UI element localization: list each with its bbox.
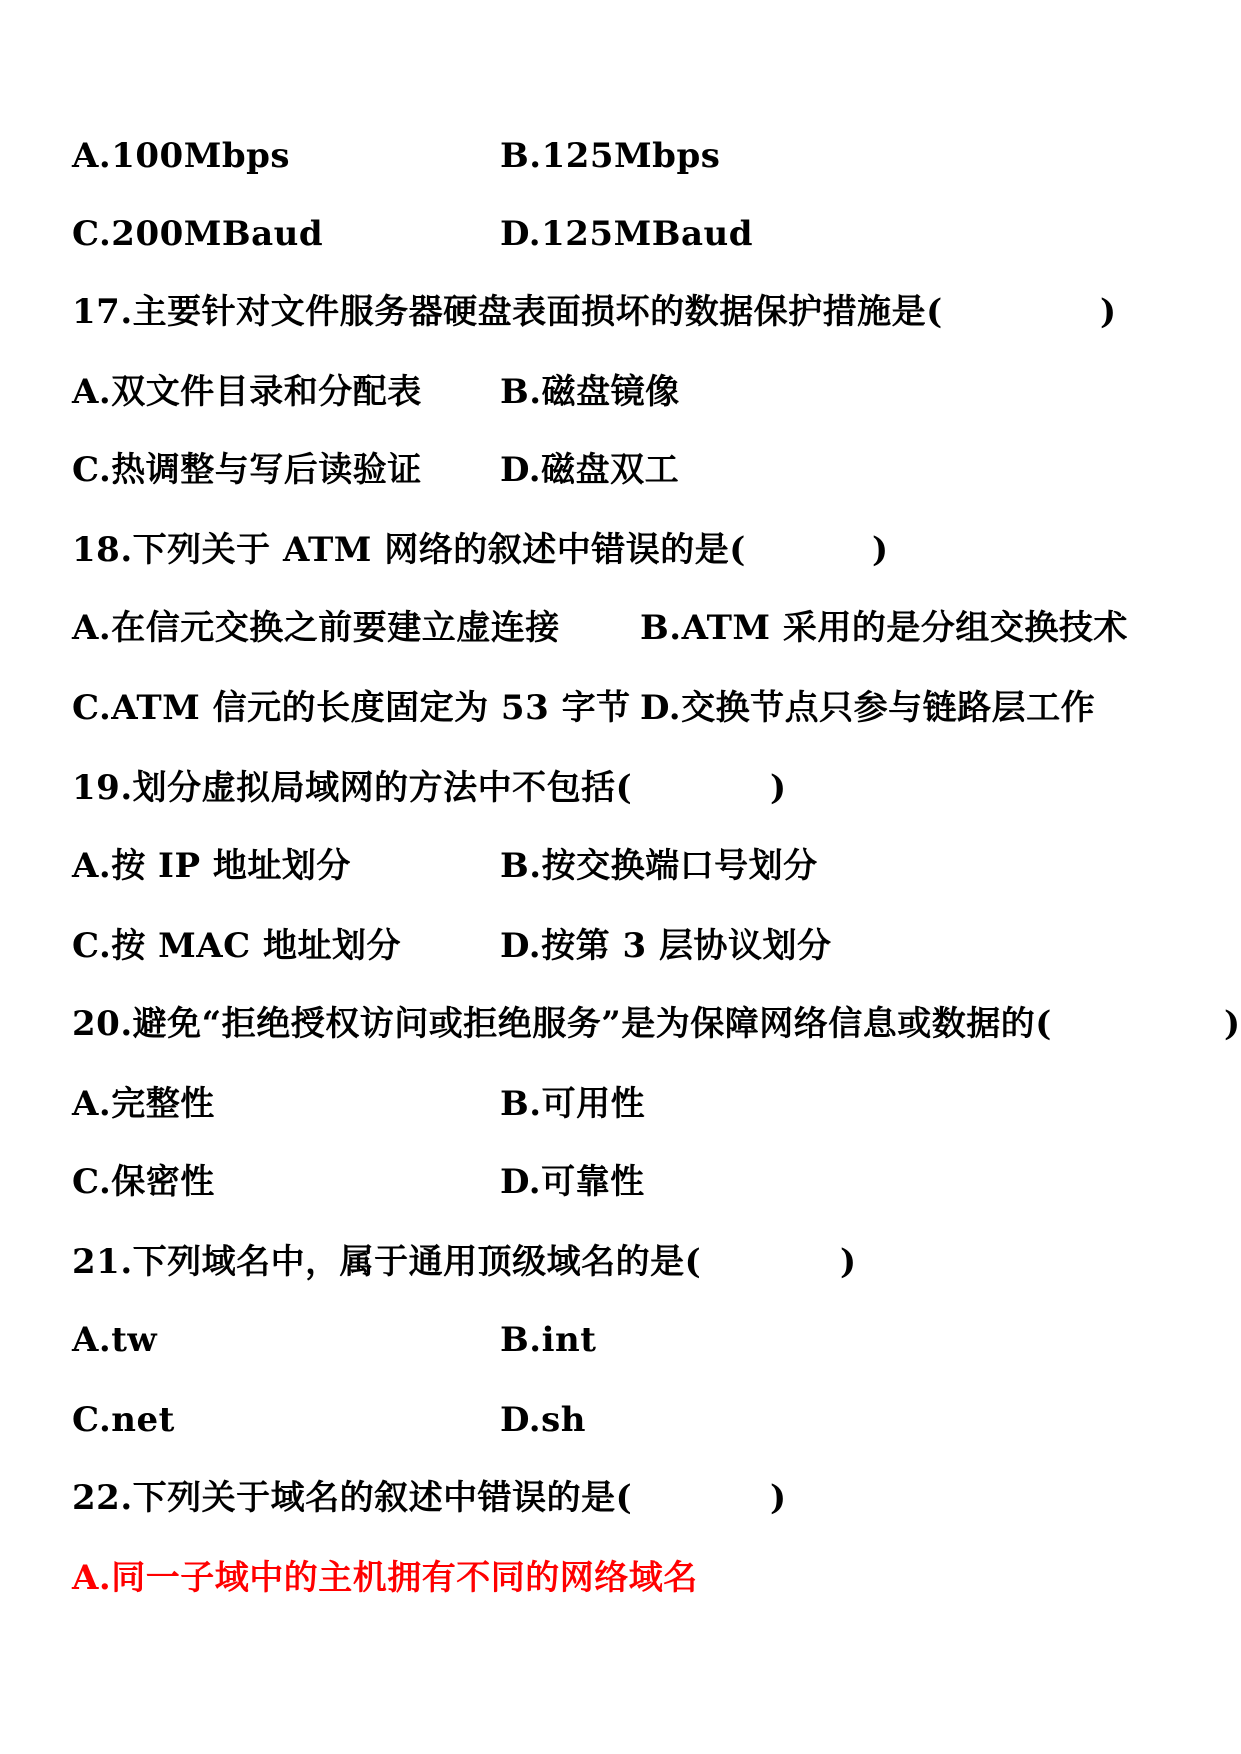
- question-21: 21.下列域名中，属于通用顶级域名的是(: [72, 1242, 702, 1282]
- q18-option-a: A.在信元交换之前要建立虚连接: [72, 608, 560, 648]
- question-20-close-paren: ): [1224, 1004, 1241, 1044]
- q16-option-c: C.200MBaud: [72, 214, 324, 254]
- question-17: 17.主要针对文件服务器硬盘表面损坏的数据保护措施是(: [72, 292, 943, 332]
- q18-option-c: C.ATM 信元的长度固定为 53 字节: [72, 688, 631, 728]
- q17-option-a: A.双文件目录和分配表: [72, 372, 422, 412]
- q20-option-a: A.完整性: [72, 1084, 215, 1124]
- q18-option-b: B.ATM 采用的是分组交换技术: [640, 608, 1128, 648]
- q21-option-b: B.int: [500, 1320, 597, 1360]
- q20-option-b: B.可用性: [500, 1084, 646, 1124]
- q20-option-d: D.可靠性: [500, 1162, 645, 1202]
- q21-option-c: C.net: [72, 1400, 175, 1440]
- q21-option-a: A.tw: [72, 1320, 158, 1360]
- q21-option-d: D.sh: [500, 1400, 586, 1440]
- q19-option-a: A.按 IP 地址划分: [72, 846, 351, 886]
- q16-option-a: A.100Mbps: [72, 136, 291, 176]
- q19-option-b: B.按交换端口号划分: [500, 846, 818, 886]
- q18-option-d: D.交换节点只参与链路层工作: [640, 688, 1096, 728]
- q22-answer-a-highlighted: A.同一子域中的主机拥有不同的网络域名: [72, 1558, 698, 1598]
- q17-option-d: D.磁盘双工: [500, 450, 680, 490]
- q17-option-b: B.磁盘镜像: [500, 372, 680, 412]
- question-19-close-paren: ): [770, 768, 787, 808]
- q16-option-b: B.125Mbps: [500, 136, 721, 176]
- question-18-close-paren: ): [872, 530, 889, 570]
- q19-option-d: D.按第 3 层协议划分: [500, 926, 832, 966]
- question-17-close-paren: ): [1100, 292, 1117, 332]
- question-21-close-paren: ): [840, 1242, 857, 1282]
- question-18: 18.下列关于 ATM 网络的叙述中错误的是(: [72, 530, 746, 570]
- question-22-close-paren: ): [770, 1478, 787, 1518]
- question-22: 22.下列关于域名的叙述中错误的是(: [72, 1478, 633, 1518]
- q20-option-c: C.保密性: [72, 1162, 215, 1202]
- q19-option-c: C.按 MAC 地址划分: [72, 926, 402, 966]
- question-20: 20.避免“拒绝授权访问或拒绝服务”是为保障网络信息或数据的(: [72, 1004, 1052, 1044]
- q16-option-d: D.125MBaud: [500, 214, 753, 254]
- question-19: 19.划分虚拟局域网的方法中不包括(: [72, 768, 633, 808]
- q17-option-c: C.热调整与写后读验证: [72, 450, 422, 490]
